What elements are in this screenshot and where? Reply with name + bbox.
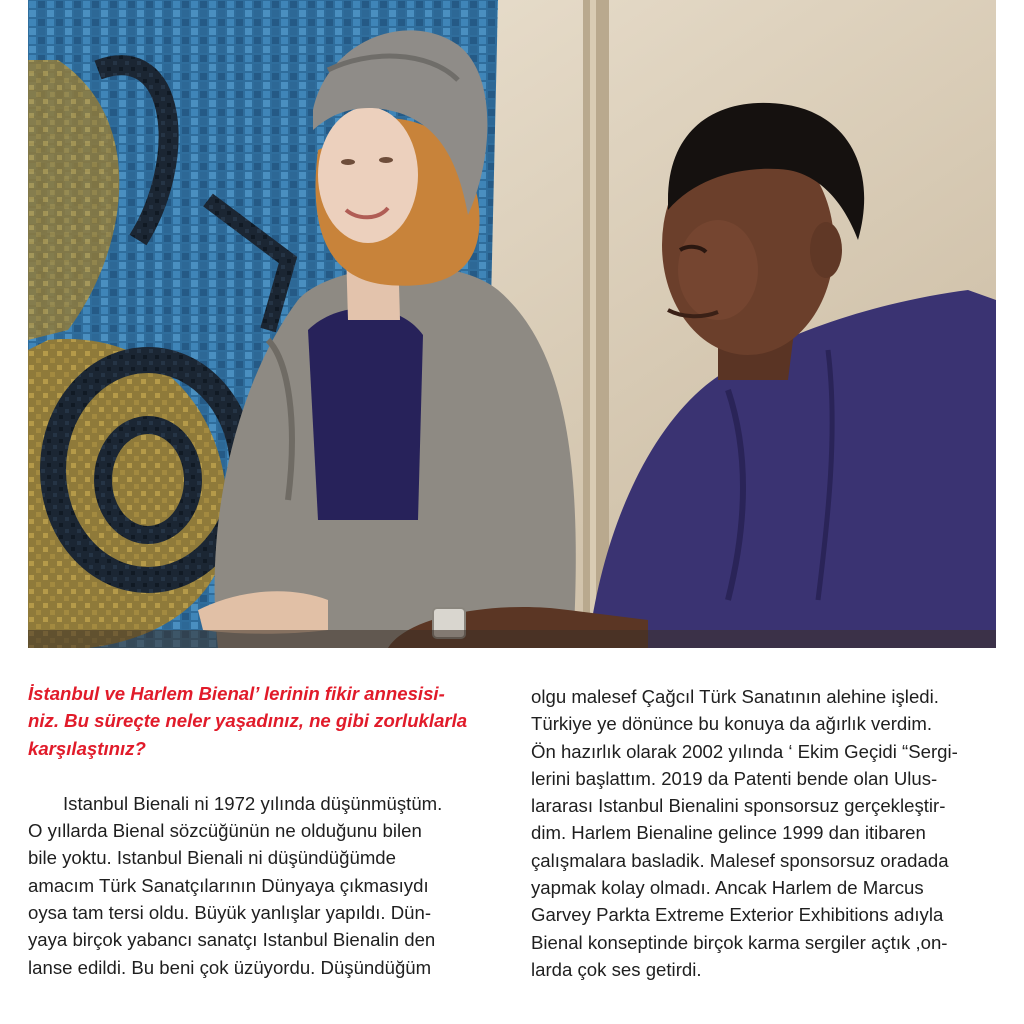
answer-line: Bienal konseptinde birçok karma sergiler açtık ,on-: [531, 931, 948, 953]
answer-line: larda çok ses getirdi.: [531, 958, 702, 980]
answer-line: amacım Türk Sanatçılarının Dünyaya çıkmasıydı: [28, 874, 429, 896]
question-line: karşılaştınız?: [28, 737, 146, 759]
question-line: İstanbul ve Harlem Bienal’ lerinin fikir annesisi-: [28, 683, 445, 704]
answer-line: Türkiye ye dönünce bu konuya da ağırlık verdim.: [531, 713, 933, 735]
interview-question: [28, 680, 496, 762]
answer-line: yapmak kolay olmadı. Ancak Harlem de Marcus: [531, 877, 924, 899]
article-photo: [28, 0, 996, 648]
answer-line: yaya birçok yabancı sanatçı Istanbul Bienalin den: [28, 929, 436, 951]
answer-line: Garvey Parkta Extreme Exterior Exhibitions adıyla: [531, 904, 944, 926]
answer-line: lerini başlattım. 2019 da Patenti bende olan Ulus-: [531, 767, 938, 789]
photo-illustration: [28, 0, 996, 648]
answer-line: dim. Harlem Bienaline gelince 1999 dan itibaren: [531, 822, 926, 844]
left-column: [28, 680, 496, 981]
answer-line: Istanbul Bienali ni 1972 yılında düşünmüştüm.: [63, 792, 443, 814]
answer-line: çalışmalara basladik. Malesef sponsorsuz oradada: [531, 849, 949, 871]
answer-line: Ön hazırlık olarak 2002 yılında ‘ Ekim Geçidi “Sergi-: [531, 740, 958, 762]
right-column: [531, 683, 997, 983]
answer-paragraph-right: [531, 683, 997, 983]
answer-paragraph-left: [28, 790, 496, 981]
answer-line: lararası Istanbul Bienalini sponsorsuz gerçekleştir-: [531, 795, 946, 817]
question-line: niz. Bu süreçte neler yaşadınız, ne gibi zorluklarla: [28, 710, 468, 732]
answer-line: oysa tam tersi oldu. Büyük yanlışlar yapıldı. Dün-: [28, 902, 432, 924]
answer-line: O yıllarda Bienal sözcüğünün ne olduğunu bilen: [28, 820, 422, 842]
answer-line: olgu malesef Çağcıl Türk Sanatının alehine işledi.: [531, 686, 939, 707]
answer-line: bile yoktu. Istanbul Bienali ni düşündüğümde: [28, 847, 396, 869]
answer-line: lanse edildi. Bu beni çok üzüyordu. Düşündüğüm: [28, 956, 432, 978]
